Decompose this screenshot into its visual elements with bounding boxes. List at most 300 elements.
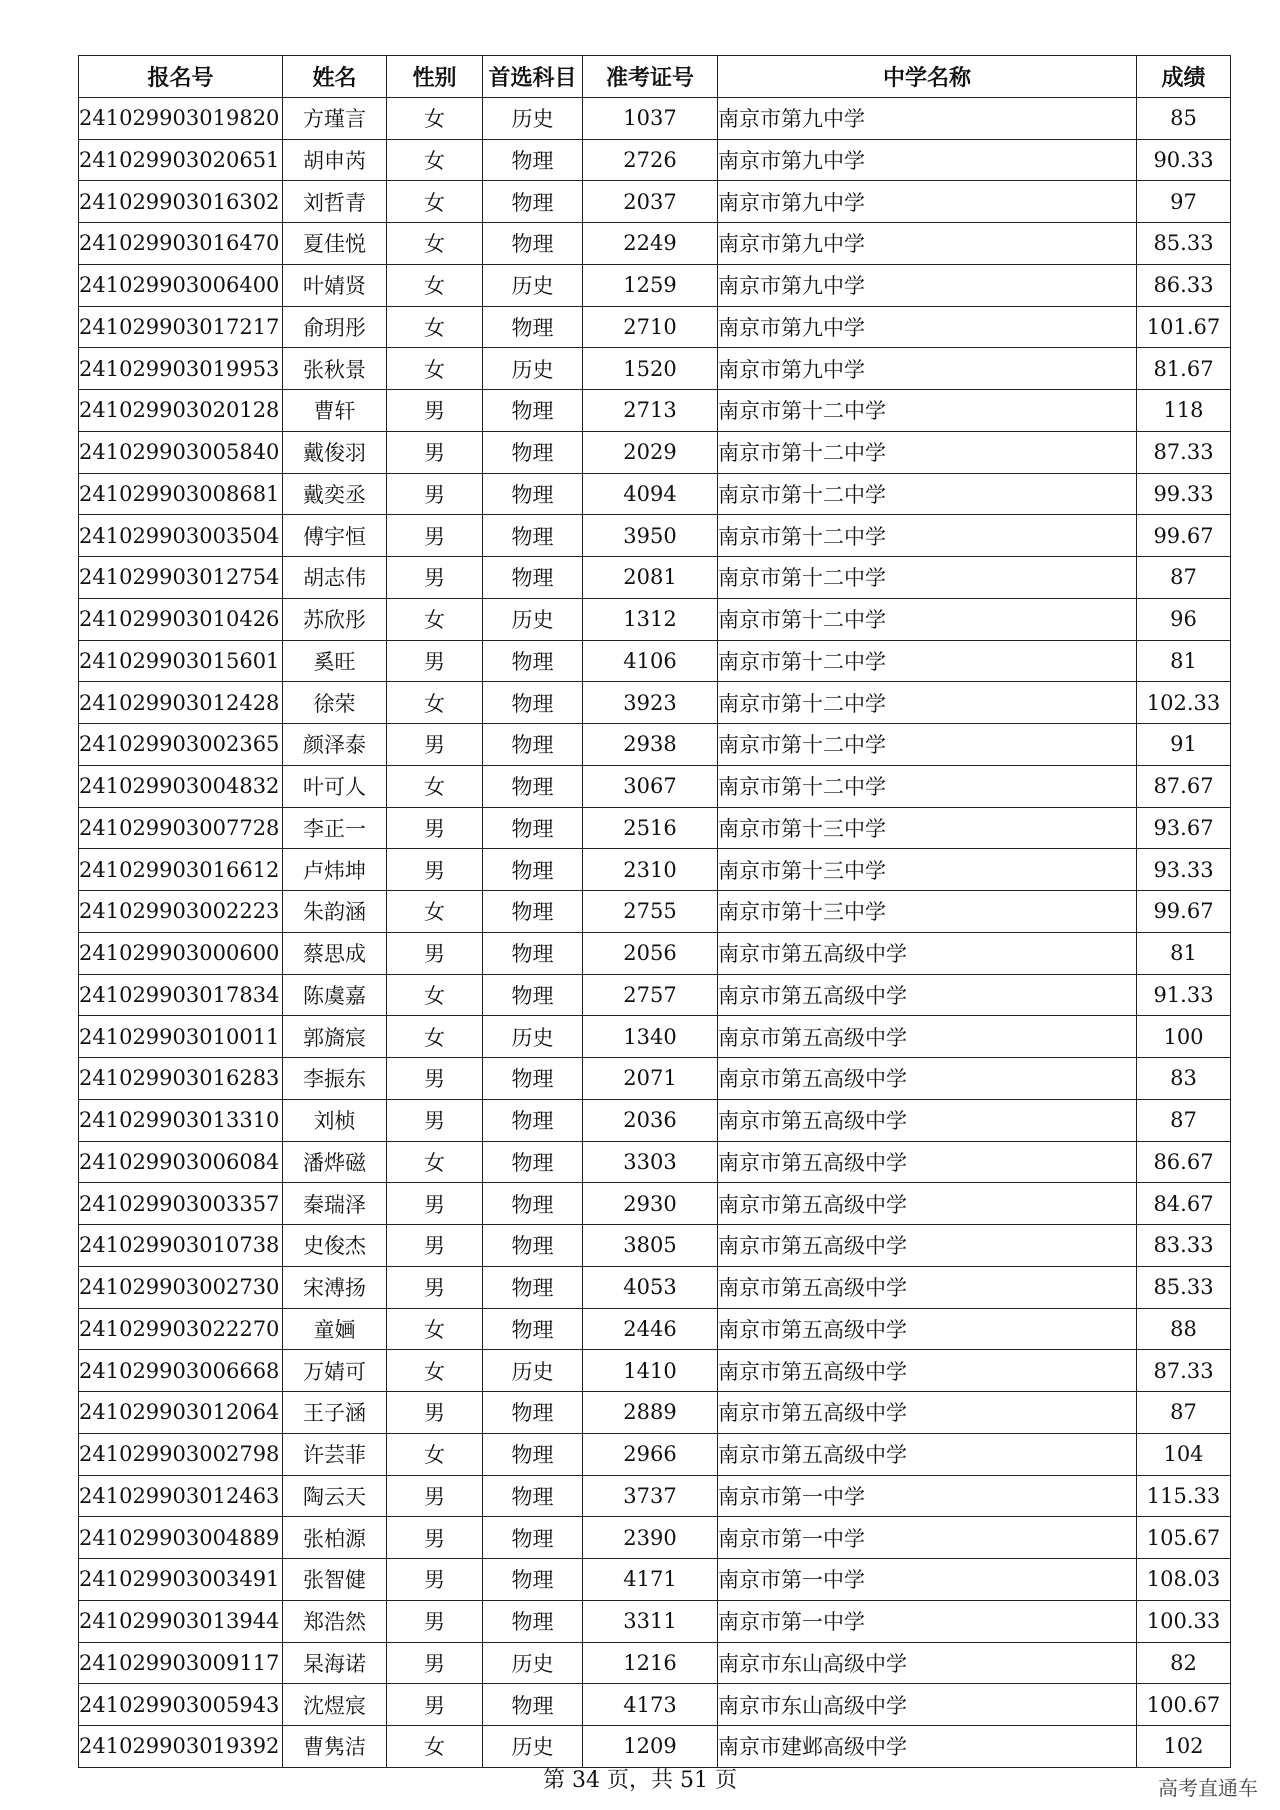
table-row: [79, 1141, 1231, 1183]
score-cell: 104: [1137, 1433, 1231, 1475]
score-cell: 87.67: [1137, 765, 1231, 807]
header-row: [79, 56, 1231, 98]
score-cell: 93.67: [1137, 807, 1231, 849]
registration-no-cell: 241029903017834: [79, 974, 283, 1016]
table-row: [79, 1308, 1231, 1350]
score-cell: 82: [1137, 1642, 1231, 1684]
page-number: 第 34 页，共 51 页: [543, 1768, 737, 1793]
exam-no-cell: 1037: [583, 97, 718, 139]
registration-no-cell: 241029903022270: [79, 1308, 283, 1350]
school-cell: 南京市第九中学: [718, 97, 1137, 139]
score-cell: 91.33: [1137, 974, 1231, 1016]
table-row: [79, 181, 1231, 223]
col-header-name: 姓名: [283, 56, 387, 98]
gender-cell: 男: [387, 1099, 483, 1141]
name-cell: 叶可人: [283, 765, 387, 807]
name-cell: 郑浩然: [283, 1600, 387, 1642]
exam-no-cell: 2713: [583, 390, 718, 432]
gender-cell: 女: [387, 139, 483, 181]
name-cell: 俞玥彤: [283, 306, 387, 348]
table-row: [79, 1225, 1231, 1267]
school-cell: 南京市建邺高级中学: [718, 1726, 1137, 1768]
subject-cell: 物理: [483, 390, 583, 432]
registration-no-cell: 241029903002798: [79, 1433, 283, 1475]
registration-no-cell: 241029903012064: [79, 1392, 283, 1434]
subject-cell: 物理: [483, 1433, 583, 1475]
name-cell: 沈煜宸: [283, 1684, 387, 1726]
exam-no-cell: 2081: [583, 557, 718, 599]
school-cell: 南京市第九中学: [718, 223, 1137, 265]
exam-no-cell: 1520: [583, 348, 718, 390]
school-cell: 南京市第五高级中学: [718, 932, 1137, 974]
exam-no-cell: 3923: [583, 682, 718, 724]
exam-no-cell: 2516: [583, 807, 718, 849]
school-cell: 南京市第一中学: [718, 1600, 1137, 1642]
subject-cell: 物理: [483, 1600, 583, 1642]
exam-no-cell: 4171: [583, 1559, 718, 1601]
exam-no-cell: 2755: [583, 891, 718, 933]
table-row: [79, 1726, 1231, 1768]
name-cell: 曹隽洁: [283, 1726, 387, 1768]
table-row: [79, 1433, 1231, 1475]
gender-cell: 男: [387, 1225, 483, 1267]
gender-cell: 男: [387, 1600, 483, 1642]
name-cell: 潘烨磁: [283, 1141, 387, 1183]
registration-no-cell: 241029903002730: [79, 1266, 283, 1308]
exam-no-cell: 3737: [583, 1475, 718, 1517]
exam-no-cell: 2930: [583, 1183, 718, 1225]
gender-cell: 女: [387, 974, 483, 1016]
subject-cell: 物理: [483, 640, 583, 682]
exam-no-cell: 2036: [583, 1099, 718, 1141]
registration-no-cell: 241029903004832: [79, 765, 283, 807]
name-cell: 李振东: [283, 1058, 387, 1100]
subject-cell: 物理: [483, 891, 583, 933]
subject-cell: 物理: [483, 1308, 583, 1350]
gender-cell: 女: [387, 264, 483, 306]
subject-cell: 物理: [483, 1559, 583, 1601]
exam-no-cell: 2029: [583, 431, 718, 473]
registration-no-cell: 241029903003504: [79, 515, 283, 557]
registration-no-cell: 241029903004889: [79, 1517, 283, 1559]
subject-cell: 物理: [483, 139, 583, 181]
subject-cell: 历史: [483, 598, 583, 640]
school-cell: 南京市第九中学: [718, 181, 1137, 223]
exam-no-cell: 2056: [583, 932, 718, 974]
registration-no-cell: 241029903013944: [79, 1600, 283, 1642]
name-cell: 许芸菲: [283, 1433, 387, 1475]
gender-cell: 男: [387, 640, 483, 682]
registration-no-cell: 241029903005943: [79, 1684, 283, 1726]
school-cell: 南京市第十二中学: [718, 682, 1137, 724]
registration-no-cell: 241029903016612: [79, 849, 283, 891]
registration-no-cell: 241029903015601: [79, 640, 283, 682]
gender-cell: 男: [387, 1266, 483, 1308]
name-cell: 童婳: [283, 1308, 387, 1350]
name-cell: 张秋景: [283, 348, 387, 390]
school-cell: 南京市第一中学: [718, 1475, 1137, 1517]
exam-no-cell: 3303: [583, 1141, 718, 1183]
score-cell: 101.67: [1137, 306, 1231, 348]
table-row: [79, 807, 1231, 849]
table-row: [79, 1600, 1231, 1642]
subject-cell: 物理: [483, 1225, 583, 1267]
table-row: [79, 390, 1231, 432]
gender-cell: 女: [387, 1433, 483, 1475]
name-cell: 秦瑞泽: [283, 1183, 387, 1225]
table-row: [79, 1475, 1231, 1517]
name-cell: 万婧可: [283, 1350, 387, 1392]
name-cell: 李正一: [283, 807, 387, 849]
school-cell: 南京市第五高级中学: [718, 1392, 1137, 1434]
table-row: [79, 1392, 1231, 1434]
registration-no-cell: 241029903020651: [79, 139, 283, 181]
table-row: [79, 598, 1231, 640]
watermark: 高考直通车: [1158, 1776, 1258, 1800]
name-cell: 叶婧贤: [283, 264, 387, 306]
subject-cell: 历史: [483, 264, 583, 306]
gender-cell: 女: [387, 348, 483, 390]
registration-no-cell: 241029903007728: [79, 807, 283, 849]
school-cell: 南京市第五高级中学: [718, 1058, 1137, 1100]
col-header-gender: 性别: [387, 56, 483, 98]
gender-cell: 女: [387, 306, 483, 348]
exam-no-cell: 2446: [583, 1308, 718, 1350]
table-row: [79, 932, 1231, 974]
gender-cell: 男: [387, 1183, 483, 1225]
score-cell: 88: [1137, 1308, 1231, 1350]
name-cell: 杲海诺: [283, 1642, 387, 1684]
name-cell: 郭旖宸: [283, 1016, 387, 1058]
name-cell: 戴俊羽: [283, 431, 387, 473]
exam-no-cell: 1216: [583, 1642, 718, 1684]
subject-cell: 物理: [483, 181, 583, 223]
school-cell: 南京市第五高级中学: [718, 1225, 1137, 1267]
gender-cell: 男: [387, 1559, 483, 1601]
gender-cell: 男: [387, 431, 483, 473]
exam-no-cell: 2938: [583, 724, 718, 766]
score-cell: 108.03: [1137, 1559, 1231, 1601]
school-cell: 南京市第十二中学: [718, 724, 1137, 766]
subject-cell: 物理: [483, 473, 583, 515]
score-cell: 99.33: [1137, 473, 1231, 515]
exam-no-cell: 3950: [583, 515, 718, 557]
registration-no-cell: 241029903013310: [79, 1099, 283, 1141]
name-cell: 夏佳悦: [283, 223, 387, 265]
exam-no-cell: 4173: [583, 1684, 718, 1726]
exam-no-cell: 4053: [583, 1266, 718, 1308]
exam-no-cell: 2966: [583, 1433, 718, 1475]
subject-cell: 历史: [483, 348, 583, 390]
subject-cell: 物理: [483, 1141, 583, 1183]
school-cell: 南京市第十二中学: [718, 515, 1137, 557]
table-row: [79, 431, 1231, 473]
subject-cell: 物理: [483, 431, 583, 473]
name-cell: 刘桢: [283, 1099, 387, 1141]
registration-no-cell: 241029903010738: [79, 1225, 283, 1267]
gender-cell: 男: [387, 932, 483, 974]
subject-cell: 物理: [483, 765, 583, 807]
subject-cell: 历史: [483, 1642, 583, 1684]
score-cell: 81: [1137, 640, 1231, 682]
table-row: [79, 557, 1231, 599]
school-cell: 南京市第十二中学: [718, 557, 1137, 599]
gender-cell: 女: [387, 1350, 483, 1392]
exam-no-cell: 1312: [583, 598, 718, 640]
gender-cell: 女: [387, 765, 483, 807]
score-cell: 84.67: [1137, 1183, 1231, 1225]
gender-cell: 男: [387, 1517, 483, 1559]
table-row: [79, 682, 1231, 724]
school-cell: 南京市第十三中学: [718, 807, 1137, 849]
school-cell: 南京市第五高级中学: [718, 1266, 1137, 1308]
gender-cell: 女: [387, 223, 483, 265]
exam-no-cell: 2310: [583, 849, 718, 891]
school-cell: 南京市东山高级中学: [718, 1684, 1137, 1726]
registration-no-cell: 241029903012754: [79, 557, 283, 599]
subject-cell: 物理: [483, 1183, 583, 1225]
score-cell: 85.33: [1137, 223, 1231, 265]
score-cell: 83.33: [1137, 1225, 1231, 1267]
score-cell: 87: [1137, 1392, 1231, 1434]
school-cell: 南京市第十二中学: [718, 390, 1137, 432]
name-cell: 方瑾言: [283, 97, 387, 139]
registration-no-cell: 241029903020128: [79, 390, 283, 432]
registration-no-cell: 241029903003357: [79, 1183, 283, 1225]
col-header-subject: 首选科目: [483, 56, 583, 98]
score-cell: 99.67: [1137, 515, 1231, 557]
name-cell: 胡志伟: [283, 557, 387, 599]
score-cell: 115.33: [1137, 1475, 1231, 1517]
table-row: [79, 1099, 1231, 1141]
gender-cell: 男: [387, 1058, 483, 1100]
exam-no-cell: 1340: [583, 1016, 718, 1058]
table-row: [79, 1684, 1231, 1726]
school-cell: 南京市第九中学: [718, 139, 1137, 181]
registration-no-cell: 241029903016283: [79, 1058, 283, 1100]
gender-cell: 男: [387, 1642, 483, 1684]
table-row: [79, 1517, 1231, 1559]
school-cell: 南京市第五高级中学: [718, 1308, 1137, 1350]
gender-cell: 女: [387, 891, 483, 933]
gender-cell: 女: [387, 598, 483, 640]
name-cell: 朱韵涵: [283, 891, 387, 933]
score-cell: 97: [1137, 181, 1231, 223]
score-cell: 99.67: [1137, 891, 1231, 933]
registration-no-cell: 241029903003491: [79, 1559, 283, 1601]
name-cell: 颜泽泰: [283, 724, 387, 766]
score-cell: 91: [1137, 724, 1231, 766]
col-header-school: 中学名称: [718, 56, 1137, 98]
name-cell: 刘哲青: [283, 181, 387, 223]
school-cell: 南京市第一中学: [718, 1559, 1137, 1601]
registration-no-cell: 241029903002223: [79, 891, 283, 933]
subject-cell: 物理: [483, 932, 583, 974]
exam-no-cell: 1410: [583, 1350, 718, 1392]
school-cell: 南京市第一中学: [718, 1517, 1137, 1559]
subject-cell: 物理: [483, 807, 583, 849]
table-row: [79, 473, 1231, 515]
subject-cell: 历史: [483, 1350, 583, 1392]
score-cell: 87: [1137, 1099, 1231, 1141]
registration-no-cell: 241029903006084: [79, 1141, 283, 1183]
score-cell: 118: [1137, 390, 1231, 432]
school-cell: 南京市第十二中学: [718, 431, 1137, 473]
subject-cell: 物理: [483, 515, 583, 557]
table-row: [79, 1559, 1231, 1601]
subject-cell: 物理: [483, 682, 583, 724]
name-cell: 戴奕丞: [283, 473, 387, 515]
score-cell: 102: [1137, 1726, 1231, 1768]
school-cell: 南京市第十二中学: [718, 640, 1137, 682]
exam-no-cell: 2249: [583, 223, 718, 265]
name-cell: 史俊杰: [283, 1225, 387, 1267]
exam-no-cell: 2889: [583, 1392, 718, 1434]
school-cell: 南京市第十二中学: [718, 473, 1137, 515]
score-cell: 93.33: [1137, 849, 1231, 891]
exam-no-cell: 1209: [583, 1726, 718, 1768]
exam-no-cell: 2071: [583, 1058, 718, 1100]
gender-cell: 女: [387, 682, 483, 724]
name-cell: 陈虞嘉: [283, 974, 387, 1016]
table-row: [79, 348, 1231, 390]
table-row: [79, 97, 1231, 139]
name-cell: 蔡思成: [283, 932, 387, 974]
school-cell: 南京市第五高级中学: [718, 1433, 1137, 1475]
score-cell: 86.33: [1137, 264, 1231, 306]
score-cell: 85.33: [1137, 1266, 1231, 1308]
score-cell: 102.33: [1137, 682, 1231, 724]
gender-cell: 男: [387, 390, 483, 432]
table-row: [79, 640, 1231, 682]
name-cell: 卢炜坤: [283, 849, 387, 891]
gender-cell: 女: [387, 1726, 483, 1768]
score-cell: 81: [1137, 932, 1231, 974]
name-cell: 徐荣: [283, 682, 387, 724]
exam-no-cell: 2710: [583, 306, 718, 348]
school-cell: 南京市第十三中学: [718, 849, 1137, 891]
registration-no-cell: 241029903016470: [79, 223, 283, 265]
registration-no-cell: 241029903010011: [79, 1016, 283, 1058]
registration-no-cell: 241029903002365: [79, 724, 283, 766]
score-cell: 87: [1137, 557, 1231, 599]
exam-no-cell: 2390: [583, 1517, 718, 1559]
exam-no-cell: 4106: [583, 640, 718, 682]
registration-no-cell: 241029903017217: [79, 306, 283, 348]
subject-cell: 物理: [483, 849, 583, 891]
exam-no-cell: 3311: [583, 1600, 718, 1642]
school-cell: 南京市第五高级中学: [718, 1099, 1137, 1141]
school-cell: 南京市第十二中学: [718, 598, 1137, 640]
school-cell: 南京市东山高级中学: [718, 1642, 1137, 1684]
school-cell: 南京市第九中学: [718, 348, 1137, 390]
name-cell: 张柏源: [283, 1517, 387, 1559]
school-cell: 南京市第五高级中学: [718, 1141, 1137, 1183]
name-cell: 陶云天: [283, 1475, 387, 1517]
table-row: [79, 306, 1231, 348]
gender-cell: 男: [387, 1392, 483, 1434]
registration-no-cell: 241029903010426: [79, 598, 283, 640]
table-row: [79, 891, 1231, 933]
gender-cell: 女: [387, 181, 483, 223]
subject-cell: 物理: [483, 1392, 583, 1434]
score-cell: 96: [1137, 598, 1231, 640]
score-cell: 81.67: [1137, 348, 1231, 390]
exam-no-cell: 2757: [583, 974, 718, 1016]
gender-cell: 男: [387, 807, 483, 849]
name-cell: 奚旺: [283, 640, 387, 682]
score-cell: 86.67: [1137, 1141, 1231, 1183]
subject-cell: 物理: [483, 1099, 583, 1141]
registration-no-cell: 241029903012428: [79, 682, 283, 724]
subject-cell: 历史: [483, 97, 583, 139]
table-row: [79, 223, 1231, 265]
score-cell: 105.67: [1137, 1517, 1231, 1559]
gender-cell: 女: [387, 1308, 483, 1350]
score-cell: 100.33: [1137, 1600, 1231, 1642]
name-cell: 胡申芮: [283, 139, 387, 181]
score-cell: 85: [1137, 97, 1231, 139]
registration-no-cell: 241029903006400: [79, 264, 283, 306]
table-row: [79, 515, 1231, 557]
table-row: [79, 1350, 1231, 1392]
score-cell: 100: [1137, 1016, 1231, 1058]
table-row: [79, 1016, 1231, 1058]
gender-cell: 女: [387, 1141, 483, 1183]
gender-cell: 男: [387, 557, 483, 599]
score-cell: 100.67: [1137, 1684, 1231, 1726]
subject-cell: 物理: [483, 724, 583, 766]
subject-cell: 历史: [483, 1016, 583, 1058]
registration-no-cell: 241029903000600: [79, 932, 283, 974]
school-cell: 南京市第五高级中学: [718, 1016, 1137, 1058]
school-cell: 南京市第九中学: [718, 264, 1137, 306]
subject-cell: 历史: [483, 1726, 583, 1768]
subject-cell: 物理: [483, 223, 583, 265]
score-cell: 83: [1137, 1058, 1231, 1100]
col-header-registration-no: 报名号: [79, 56, 283, 98]
table-row: [79, 139, 1231, 181]
school-cell: 南京市第九中学: [718, 306, 1137, 348]
table-row: [79, 1058, 1231, 1100]
gender-cell: 男: [387, 724, 483, 766]
col-header-exam-no: 准考证号: [583, 56, 718, 98]
gender-cell: 男: [387, 1684, 483, 1726]
school-cell: 南京市第五高级中学: [718, 1183, 1137, 1225]
name-cell: 苏欣彤: [283, 598, 387, 640]
school-cell: 南京市第五高级中学: [718, 974, 1137, 1016]
subject-cell: 物理: [483, 1517, 583, 1559]
gender-cell: 女: [387, 1016, 483, 1058]
score-cell: 90.33: [1137, 139, 1231, 181]
exam-no-cell: 2037: [583, 181, 718, 223]
subject-cell: 物理: [483, 557, 583, 599]
subject-cell: 物理: [483, 1684, 583, 1726]
table-row: [79, 1266, 1231, 1308]
subject-cell: 物理: [483, 1058, 583, 1100]
name-cell: 王子涵: [283, 1392, 387, 1434]
subject-cell: 物理: [483, 1475, 583, 1517]
name-cell: 傅宇恒: [283, 515, 387, 557]
registration-no-cell: 241029903005840: [79, 431, 283, 473]
exam-no-cell: 2726: [583, 139, 718, 181]
gender-cell: 女: [387, 97, 483, 139]
registration-no-cell: 241029903019953: [79, 348, 283, 390]
table-row: [79, 1642, 1231, 1684]
name-cell: 张智健: [283, 1559, 387, 1601]
exam-no-cell: 3805: [583, 1225, 718, 1267]
registration-no-cell: 241029903009117: [79, 1642, 283, 1684]
